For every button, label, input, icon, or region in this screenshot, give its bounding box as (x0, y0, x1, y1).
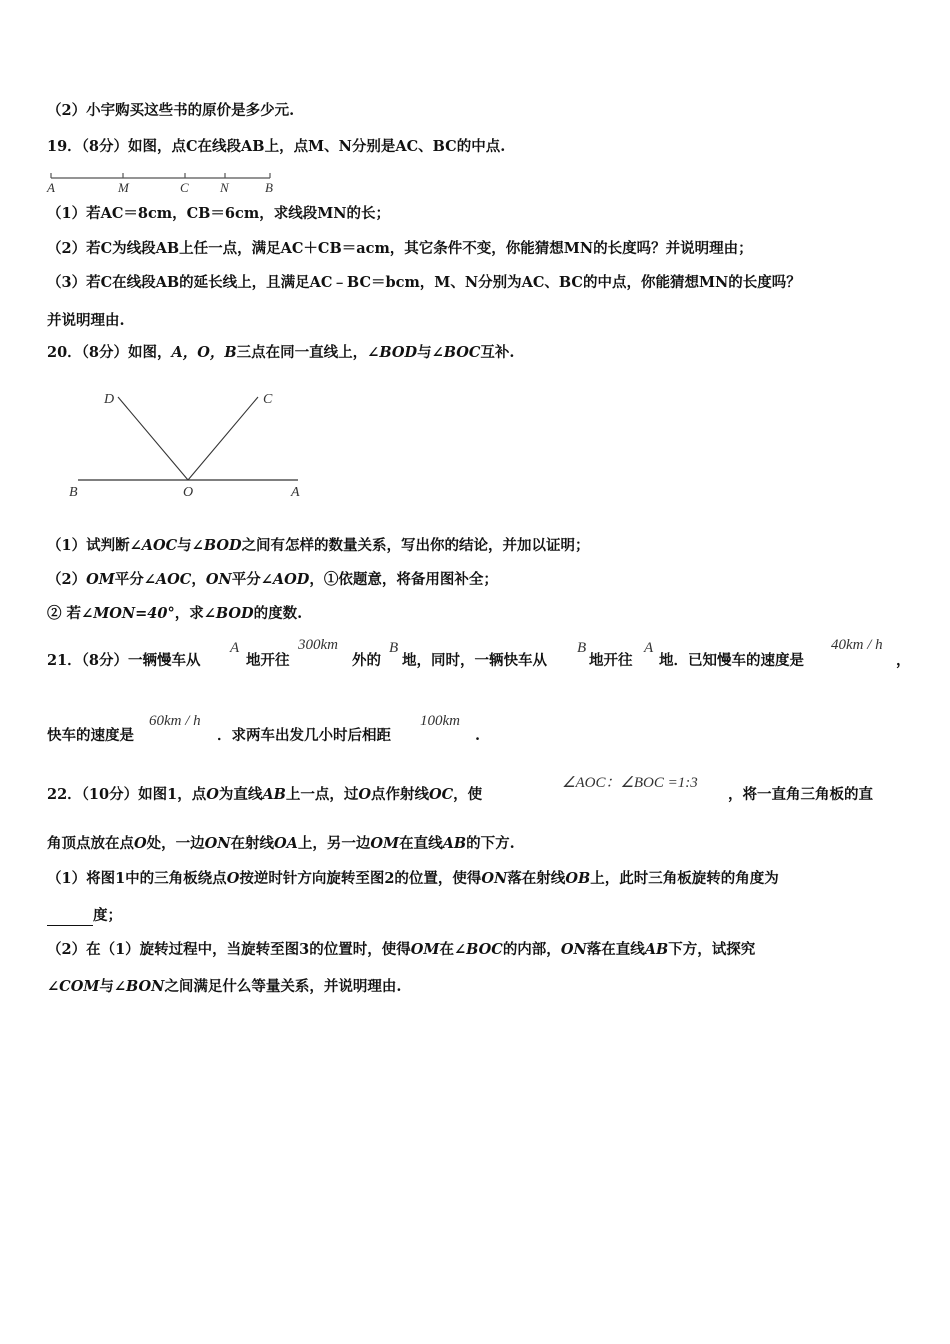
label-a: A (291, 485, 300, 500)
label-c: C (180, 180, 189, 195)
label-b: B (265, 180, 273, 195)
q22-line1-a: 22．（10分）如图1，点O为直线AB上一点，过O点作射线OC，使 (47, 786, 483, 803)
q18-sub2: （2）小宇购买这些书的原价是多少元. (47, 102, 295, 119)
q21-p4: 地，同时，一辆快车从 (402, 652, 547, 669)
q21-p3: 外的 (352, 652, 381, 669)
q21-p9: ．求两车出发几小时后相距 (217, 727, 391, 744)
q21-a2: A (644, 640, 654, 656)
q21-p7: ， (896, 652, 911, 669)
q20-stem: 20．（8分）如图，A，O，B三点在同一直线上，∠BOD与∠BOC互补. (47, 344, 515, 361)
q19-sub3: （3）若C在线段AB的延长线上，且满足AC﹣BC＝bcm，M、N分别为AC、BC的中点，你能猜想MN的长度吗？ (47, 274, 801, 291)
q20-sub2-part2: ② 若∠MON=40°，求∠BOD的度数. (47, 605, 303, 622)
q22-sub2: （2）在（1）旋转过程中，当旋转至图3的位置时，使得OM在∠BOC的内部，ON落在直线AB下方，试探究 (47, 941, 756, 958)
q21-p10: . (475, 727, 481, 744)
q22-sub1-cont: 度； (47, 906, 122, 926)
q19-sub3-cont: 并说明理由. (47, 312, 125, 329)
q19-sub2: （2）若C为线段AB上任一点，满足AC＋CB＝acm，其它条件不变，你能猜想MN的长度吗？并说明理由； (47, 240, 753, 257)
q19-segment-figure (44, 167, 284, 195)
ray-od (118, 397, 188, 480)
q19-sub1: （1）若AC＝8cm，CB＝6cm，求线段MN的长； (47, 205, 391, 222)
label-b: B (69, 485, 78, 500)
q22-sub1: （1）将图1中的三角板绕点O按逆时针方向旋转至图2的位置，使得ON落在射线OB上，此时三角板旋转的角度为 (47, 870, 779, 887)
label-m: M (118, 180, 129, 195)
q21-p6: 地．已知慢车的速度是 (659, 652, 804, 669)
ray-oc (188, 397, 258, 480)
q21-p8: 快车的速度是 (47, 727, 134, 744)
q20-sub2: （2）OM平分∠AOC，ON平分∠AOD，①依题意，将备用图补全； (47, 571, 498, 588)
q22-line1-b: ，将一直角三角板的直 (728, 786, 873, 803)
label-n: N (220, 180, 229, 195)
q20-sub1: （1）试判断∠AOC与∠BOD之间有怎样的数量关系，写出你的结论，并加以证明； (47, 537, 590, 554)
q21-a1: A (230, 640, 240, 656)
q21-p5: 地开往 (589, 652, 633, 669)
q22-ratio: ∠AOC：∠BOC =1:3 (562, 775, 698, 791)
label-a: A (47, 180, 55, 195)
q21-dist-100: 100km (420, 713, 460, 729)
q19-stem: 19．（8分）如图，点C在线段AB上，点M、N分别是AC、BC的中点. (47, 138, 506, 155)
q20-angle-figure (60, 385, 310, 505)
q21-p2: 地开往 (246, 652, 290, 669)
label-d: D (104, 392, 115, 407)
answer-blank[interactable] (47, 911, 93, 926)
q21-speed-60: 60km / h (149, 713, 201, 729)
q22-line2: 角顶点放在点O处，一边ON在射线OA上，另一边OM在直线AB的下方. (47, 835, 515, 852)
q21-p1: 21．（8分）一辆慢车从 (47, 652, 201, 669)
q21-b1: B (389, 640, 399, 656)
q21-b2: B (577, 640, 587, 656)
q22-sub2-cont: ∠COM与∠BON之间满足什么等量关系，并说明理由. (47, 978, 402, 995)
label-o: O (183, 485, 194, 500)
q21-dist-300: 300km (298, 637, 338, 653)
label-c: C (263, 392, 273, 407)
q21-speed-40: 40km / h (831, 637, 883, 653)
